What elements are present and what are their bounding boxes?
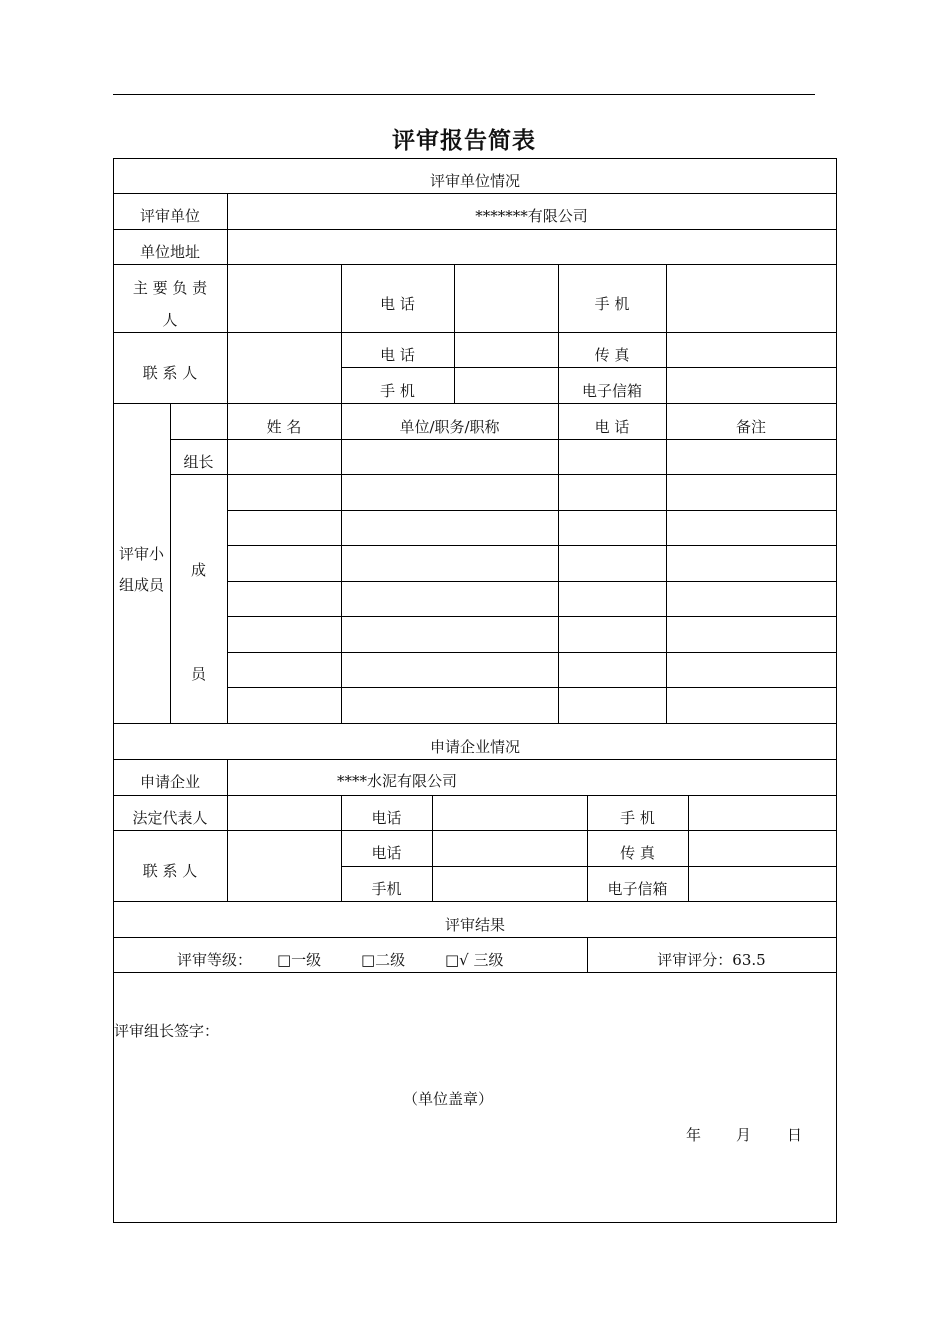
header-name: 姓 名 [266,418,302,436]
table-rule [170,474,837,475]
table-rule [666,264,667,403]
seal-label: （单位盖章） [403,1090,494,1108]
table-rule [113,759,837,760]
level-option-1: □一级 [277,951,322,969]
table-rule [341,866,837,867]
table-rule [113,193,837,194]
applicant-company-label: 申请企业 [139,773,200,791]
applicant-contact-phone-label: 电话 [371,844,402,862]
table-rule [113,972,837,973]
table-rule [113,1222,837,1223]
table-rule [227,759,228,901]
leader-sign-label: 评审组长签字： [114,1022,220,1040]
table-rule [113,264,837,265]
table-rule [341,403,342,723]
principal-mobile-label: 手 机 [594,295,630,313]
table-rule [170,439,837,440]
document-title: 评审报告简表 [392,128,536,154]
applicant-contact-label: 联 系 人 [142,862,198,880]
review-score: 评审评分：63.5 [657,951,766,969]
table-rule [228,581,837,582]
reviewer-unit-value: *******有限公司 [475,207,588,225]
table-rule [113,901,837,902]
table-rule [228,616,837,617]
reviewer-unit-section-title: 评审单位情况 [429,172,520,190]
contact-mobile-label: 手 机 [380,382,415,400]
applicant-mobile-label: 手 机 [620,809,655,827]
table-rule [666,403,667,723]
header-phone: 电 话 [594,418,630,436]
review-team-label-line1: 评审小 [118,545,164,563]
applicant-fax-label: 传 真 [620,844,655,862]
date-month-label: 月 [736,1126,752,1144]
table-rule [113,332,837,333]
table-rule [113,158,837,159]
header-notes: 备注 [735,418,766,436]
legal-rep-label: 法定代表人 [132,809,208,827]
fax-label: 传 真 [594,346,630,364]
applicant-phone-label: 电话 [371,809,402,827]
contact-phone-label: 电 话 [380,346,415,364]
table-rule [113,830,837,831]
applicant-company-value: ****水泥有限公司 [337,772,458,790]
table-rule [228,510,837,511]
table-rule [113,937,837,938]
principal-label-line2: 人 [162,311,178,329]
review-team-label-line2: 组成员 [118,576,164,594]
member-label-2: 员 [190,665,206,683]
result-section-title: 评审结果 [444,916,505,934]
applicant-email-label: 电子信箱 [607,880,668,898]
review-level-label: 评审等级： [177,951,253,969]
header-unit-title: 单位/职务/职称 [399,418,500,436]
table-rule [558,403,559,723]
contact-label: 联 系 人 [142,364,198,382]
table-rule [113,229,837,230]
unit-address-label: 单位地址 [139,243,200,261]
table-rule [341,367,837,368]
reviewer-unit-label: 评审单位 [139,207,200,225]
leader-label: 组长 [183,453,214,471]
applicant-contact-mobile-label: 手机 [371,880,402,898]
table-rule [228,545,837,546]
date-day-label: 日 [787,1126,803,1144]
applicant-section-title: 申请企业情况 [429,738,520,756]
email-label: 电子信箱 [581,382,642,400]
level-option-3: □√ 三级 [445,951,504,969]
table-rule [228,652,837,653]
table-rule [228,687,837,688]
principal-label-line1: 主 要 负 责 [132,279,208,297]
table-rule [113,723,837,724]
table-rule [113,795,837,796]
table-rule [113,403,837,404]
date-year-label: 年 [686,1126,702,1144]
table-rule [227,403,228,723]
principal-phone-label: 电 话 [380,295,415,313]
header-rule [113,94,815,95]
table-rule [432,795,433,901]
member-label-1: 成 [190,561,206,579]
level-option-2: □二级 [361,951,406,969]
table-rule [454,264,455,403]
table-rule [836,158,837,1223]
table-rule [688,795,689,901]
